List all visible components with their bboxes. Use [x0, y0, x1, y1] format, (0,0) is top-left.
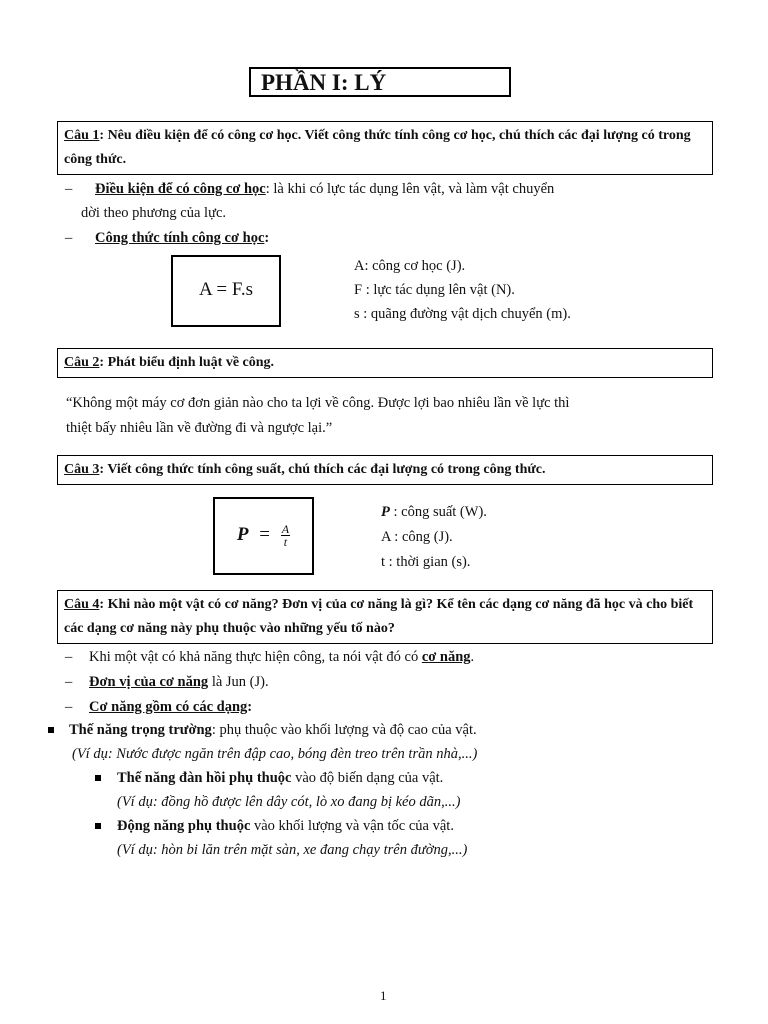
- question-2-label: Câu 2: [64, 355, 100, 370]
- question-4-box: [57, 590, 713, 644]
- question-4-text: : Khi nào một vật có cơ năng? Đơn vị của cơ năng là gì? Kể tên các dạng cơ năng đã học và cho biết các dạng cơ năng này phụ thuộc vào những yếu tố nào?: [64, 597, 694, 636]
- formula-colon: :: [264, 230, 270, 246]
- fraction-denominator: t: [283, 535, 288, 549]
- unit-text: là Jun (J).: [208, 674, 269, 690]
- forms-colon: :: [247, 699, 253, 715]
- bullet-gravitational: [69, 720, 477, 740]
- dash-bullet: –: [65, 674, 73, 690]
- mech-energy-text: Khi một vật có khả năng thực hiện công, ta nói vật đó có: [89, 649, 422, 665]
- question-1-label: Câu 1: [64, 128, 100, 143]
- legend-A2: [381, 527, 453, 547]
- elastic-text: vào độ biến dạng của vật.: [291, 770, 444, 786]
- period: .: [470, 649, 475, 665]
- elastic-term: Thế năng đàn hồi phụ thuộc: [117, 770, 292, 786]
- mech-energy-term: cơ năng: [421, 649, 471, 665]
- fraction: [281, 523, 290, 548]
- bullet-kinetic: [117, 816, 454, 836]
- question-3-box: [57, 455, 713, 485]
- legend-F: F : lực tác dụng lên vật (N).: [354, 282, 515, 298]
- dash-bullet: –: [65, 181, 73, 197]
- dash-bullet: –: [65, 649, 73, 665]
- power-symbol: P: [236, 523, 249, 545]
- legend-A2-symbol: A: [381, 529, 391, 545]
- question-1-box: [57, 121, 713, 175]
- formula-label: Công thức tính công cơ học: [95, 230, 265, 246]
- condition-text: : là khi có lực tác dụng lên vật, và làm vật chuyển: [265, 181, 555, 197]
- dash-bullet: –: [65, 699, 73, 715]
- condition-text-cont: dời theo phương của lực.: [81, 205, 227, 221]
- question-3-text: : Viết công thức tính công suất, chú thích các đại lượng có trong công thức.: [99, 462, 546, 477]
- legend-t-symbol: t: [381, 554, 386, 570]
- gravitational-text: : phụ thuộc vào khối lượng và độ cao của vật.: [211, 722, 477, 738]
- power-formula: [215, 523, 312, 548]
- work-formula: A = F.s: [198, 279, 254, 300]
- kinetic-text: vào khối lượng và vận tốc của vật.: [250, 818, 454, 834]
- legend-A2-text: : công (J).: [390, 529, 453, 545]
- law-line-1: “Không một máy cơ đơn giản nào cho ta lợi về công. Được lợi bao nhiêu lần về lực thì: [66, 395, 570, 411]
- square-bullet-icon: [48, 727, 54, 733]
- work-formula-box: [171, 255, 281, 327]
- gravitational-term: Thế năng trọng trường: [69, 722, 212, 738]
- kinetic-example: (Ví dụ: hòn bi lăn trên mặt sàn, xe đang chạy trên đường,...): [117, 842, 468, 858]
- legend-s: s : quãng đường vật dịch chuyển (m).: [354, 306, 571, 322]
- legend-P-symbol: P: [381, 504, 390, 520]
- legend-t: [381, 552, 470, 572]
- dash-bullet: –: [65, 230, 73, 246]
- legend-A: A: công cơ học (J).: [354, 258, 466, 274]
- equals-sign: =: [259, 523, 270, 545]
- square-bullet-icon: [95, 823, 101, 829]
- power-formula-box: [213, 497, 314, 575]
- legend-t-text: : thời gian (s).: [385, 554, 471, 570]
- condition-label: Điều kiện để có công cơ học: [95, 181, 266, 197]
- fraction-numerator: A: [281, 522, 290, 536]
- forms-term: Cơ năng gồm có các dạng: [89, 699, 248, 715]
- unit-term: Đơn vị của cơ năng: [89, 674, 209, 690]
- kinetic-term: Động năng phụ thuộc: [117, 818, 251, 834]
- question-4-label: Câu 4: [64, 597, 100, 612]
- square-bullet-icon: [95, 775, 101, 781]
- law-line-2: thiệt bấy nhiêu lần về đường đi và ngược lại.”: [66, 420, 333, 436]
- question-1-text: : Nêu điều kiện để có công cơ học. Viết công thức tính công cơ học, chú thích các đại lượng có trong công thức.: [64, 128, 691, 167]
- question-3-label: Câu 3: [64, 462, 100, 477]
- legend-P: [381, 502, 487, 522]
- question-2-text: : Phát biểu định luật về công.: [99, 355, 275, 370]
- gravitational-example: (Ví dụ: Nước được ngăn trên đập cao, bóng đèn treo trên trần nhà,...): [72, 746, 478, 762]
- legend-P-text: : công suất (W).: [389, 504, 487, 520]
- elastic-example: (Ví dụ: đồng hồ được lên dây cót, lò xo đang bị kéo dãn,...): [117, 794, 461, 810]
- bullet-elastic: [117, 768, 443, 788]
- page-title: PHẦN I: LÝ: [249, 67, 511, 97]
- page-number: 1: [380, 988, 387, 1003]
- question-2-box: [57, 348, 713, 378]
